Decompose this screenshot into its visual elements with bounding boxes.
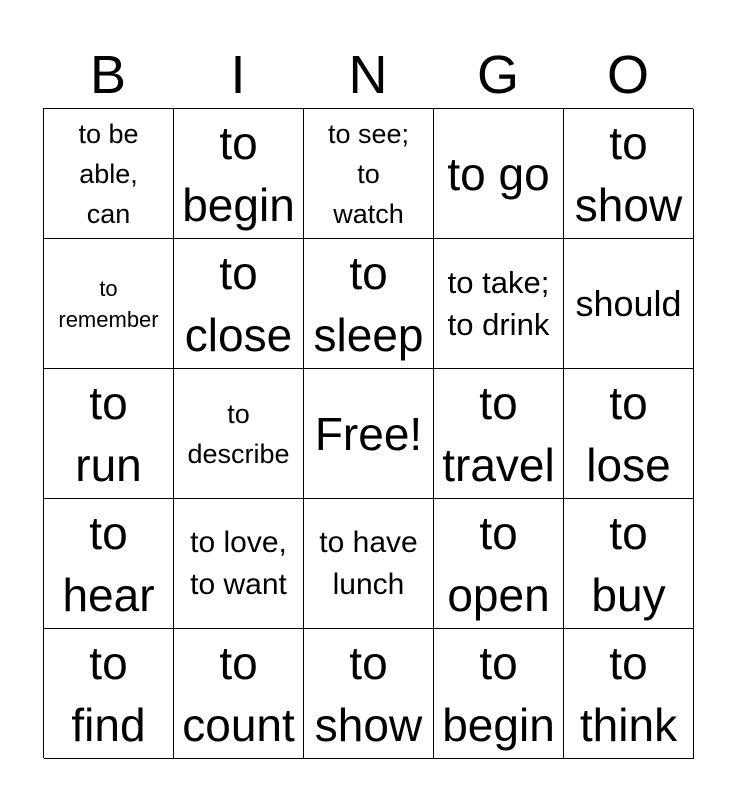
bingo-cell-r5-c2[interactable] [174, 629, 304, 759]
cell-text: to think [579, 636, 678, 751]
bingo-cell-r1-c3[interactable] [304, 109, 434, 239]
cell-text: to buy [591, 506, 666, 621]
bingo-grid [43, 108, 693, 758]
cell-text: to open [447, 506, 550, 621]
cell-text: to lose [586, 376, 671, 491]
header-letter-b: B [89, 45, 127, 105]
bingo-cell-r3-c3[interactable] [304, 369, 434, 499]
cell-text: to count [182, 636, 295, 751]
bingo-cell-r4-c4[interactable] [434, 499, 564, 629]
bingo-cell-r5-c5[interactable] [564, 629, 694, 759]
bingo-cell-r3-c4[interactable] [434, 369, 564, 499]
bingo-cell-r2-c4[interactable] [434, 239, 564, 369]
bingo-cell-r4-c1[interactable] [44, 499, 174, 629]
cell-text: to have lunch [319, 525, 418, 601]
bingo-cell-r1-c1[interactable] [44, 109, 174, 239]
cell-text: to remember [58, 275, 159, 332]
bingo-cell-r3-c1[interactable] [44, 369, 174, 499]
header-letter-i: I [230, 45, 246, 105]
cell-text: Free! [314, 407, 423, 460]
cell-text: should [575, 282, 682, 324]
cell-text: to find [71, 636, 146, 751]
bingo-cell-r2-c2[interactable] [174, 239, 304, 369]
header-letter-g: G [476, 45, 519, 105]
cell-text: to travel [442, 376, 555, 491]
bingo-cell-r2-c5[interactable] [564, 239, 694, 369]
header-letter-o: O [606, 45, 649, 105]
cell-text: to begin [442, 636, 555, 751]
cell-text: to show [314, 636, 423, 751]
cell-text: to run [75, 376, 142, 491]
bingo-cell-r2-c3[interactable] [304, 239, 434, 369]
cell-text: to love, to want [190, 525, 287, 601]
cell-text: to see; to watch [327, 118, 410, 229]
cell-text: to show [574, 116, 683, 231]
header-letter-n: N [348, 45, 388, 105]
bingo-header [43, 42, 693, 108]
bingo-cell-r4-c5[interactable] [564, 499, 694, 629]
cell-text: to sleep [313, 246, 424, 361]
bingo-cell-r5-c4[interactable] [434, 629, 564, 759]
bingo-cell-r1-c2[interactable] [174, 109, 304, 239]
bingo-cell-r2-c1[interactable] [44, 239, 174, 369]
bingo-cell-r1-c5[interactable] [564, 109, 694, 239]
bingo-cell-r5-c1[interactable] [44, 629, 174, 759]
cell-text: to begin [182, 116, 295, 231]
cell-text: to close [184, 246, 293, 361]
bingo-cell-r1-c4[interactable] [434, 109, 564, 239]
cell-text: to describe [187, 398, 290, 469]
bingo-cell-r3-c5[interactable] [564, 369, 694, 499]
bingo-cell-r5-c3[interactable] [304, 629, 434, 759]
bingo-cell-r4-c2[interactable] [174, 499, 304, 629]
cell-text: to hear [62, 506, 155, 621]
cell-text: to take; to drink [447, 264, 550, 342]
cell-text: to go [447, 147, 550, 200]
bingo-cell-r4-c3[interactable] [304, 499, 434, 629]
bingo-cell-r3-c2[interactable] [174, 369, 304, 499]
cell-text: to be able, can [78, 118, 139, 229]
